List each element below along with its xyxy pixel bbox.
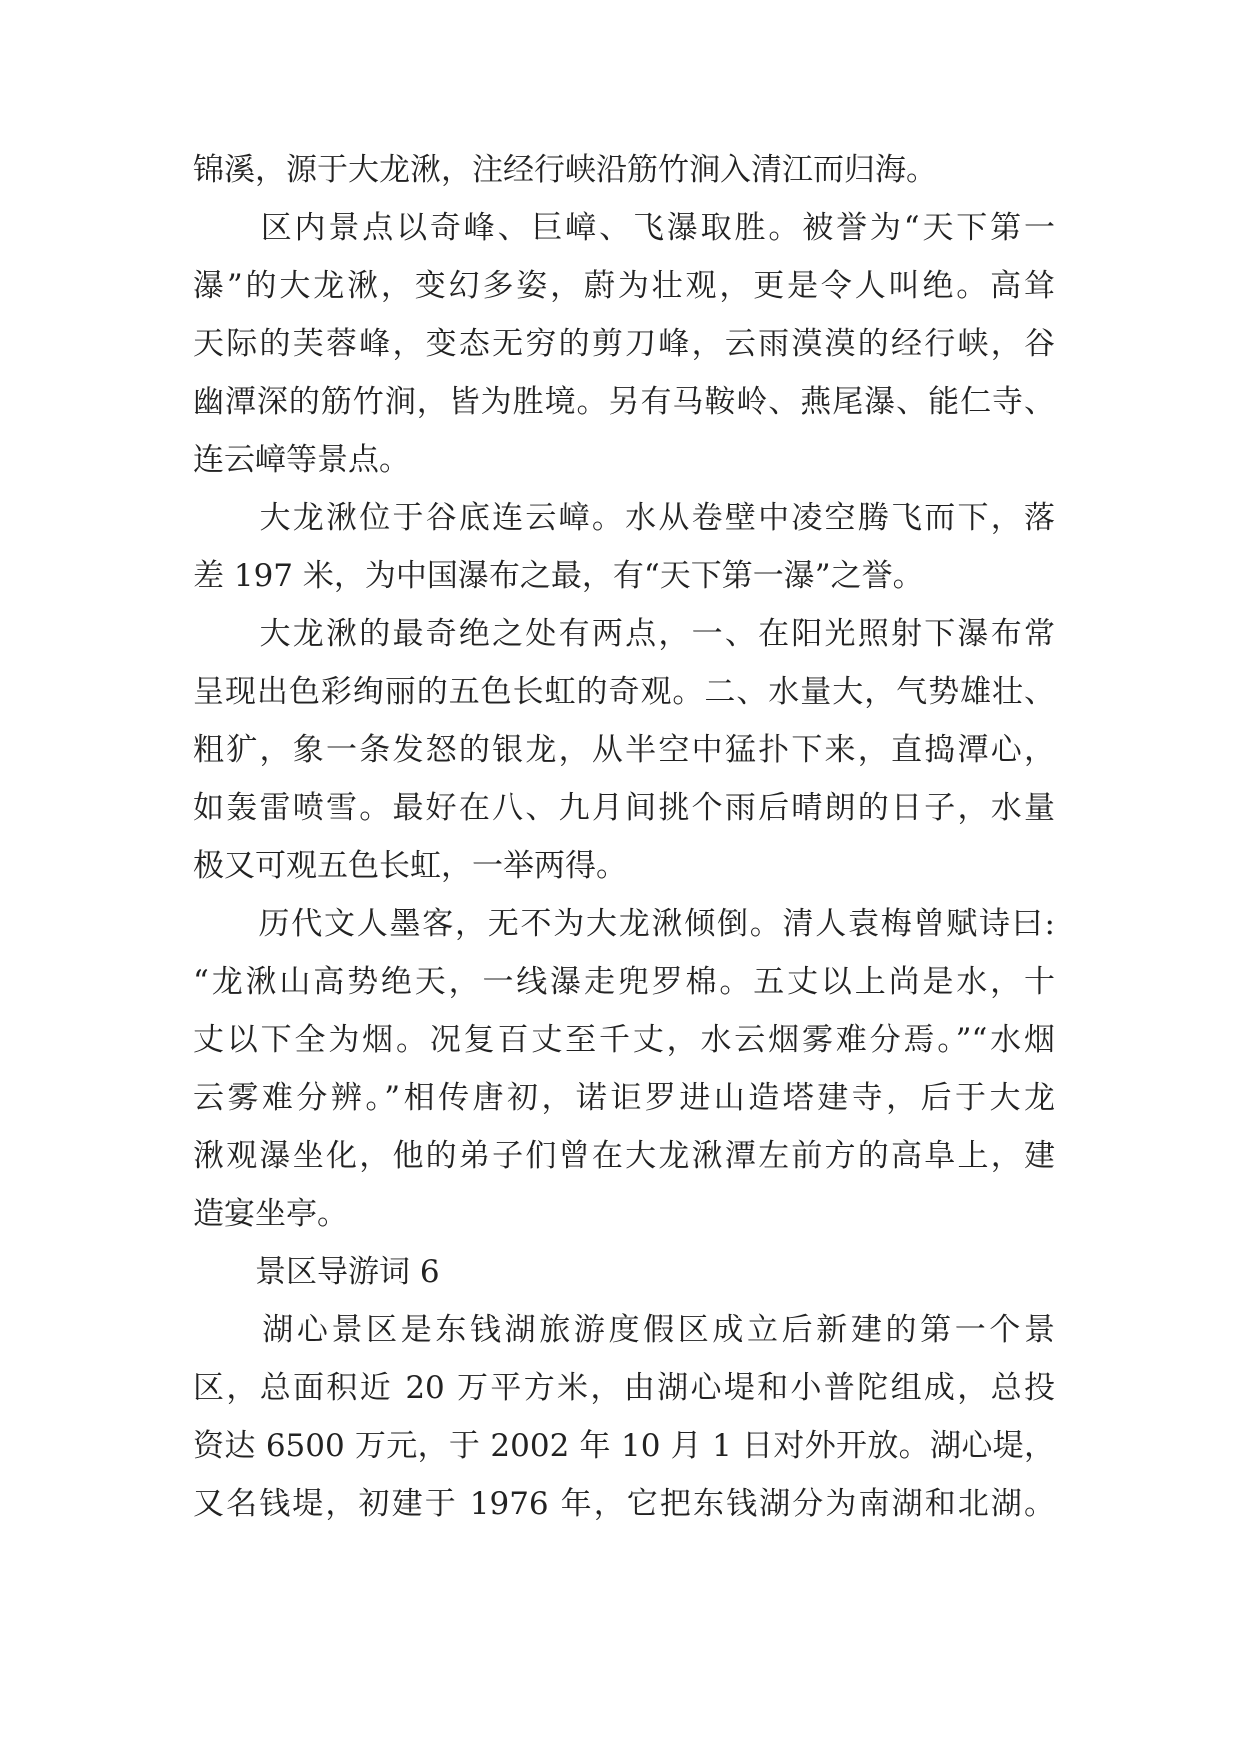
- text-line: 历代文人墨客，无不为大龙湫倾倒。清人袁梅曾赋诗曰:: [193, 906, 1055, 942]
- text-line: 造宴坐亭。: [193, 1196, 348, 1232]
- text-line: 丈以下全为烟。况复百丈至千丈，水云烟雾难分焉。”“水烟: [193, 1022, 1055, 1058]
- text-line: 极又可观五色长虹，一举两得。: [193, 848, 627, 884]
- text-line: 呈现出色彩绚丽的五色长虹的奇观。二、水量大，气势雄壮、: [193, 674, 1055, 710]
- text-line: 又名钱堤，初建于 1976 年，它把东钱湖分为南湖和北湖。: [193, 1486, 1055, 1522]
- text-line: 大龙湫位于谷底连云嶂。水从卷壁中凌空腾飞而下，落: [193, 500, 1055, 536]
- text-line: 湖心景区是东钱湖旅游度假区成立后新建的第一个景: [193, 1312, 1055, 1348]
- text-line: 锦溪，源于大龙湫，注经行峡沿筋竹涧入清江而归海。: [193, 152, 937, 188]
- text-line: 天际的芙蓉峰，变态无穷的剪刀峰，云雨漠漠的经行峡，谷: [193, 326, 1055, 362]
- text-line: 粗犷，象一条发怒的银龙，从半空中猛扑下来，直捣潭心，: [193, 732, 1055, 768]
- section-heading: 景区导游词 6: [193, 1254, 440, 1290]
- text-line: 区内景点以奇峰、巨嶂、飞瀑取胜。被誉为“天下第一: [193, 210, 1055, 246]
- text-line: 幽潭深的筋竹涧，皆为胜境。另有马鞍岭、燕尾瀑、能仁寺、: [193, 384, 1055, 420]
- text-line: 云雾难分辨。”相传唐初，诺讵罗进山造塔建寺，后于大龙: [193, 1080, 1055, 1116]
- text-line: 差 197 米，为中国瀑布之最，有“天下第一瀑”之誉。: [193, 558, 924, 594]
- text-line: 瀑”的大龙湫，变幻多姿，蔚为壮观，更是令人叫绝。高耸: [193, 268, 1055, 304]
- text-line: 连云嶂等景点。: [193, 442, 410, 478]
- text-line: 区，总面积近 20 万平方米，由湖心堤和小普陀组成，总投: [193, 1370, 1055, 1406]
- text-line: “龙湫山高势绝天，一线瀑走兜罗棉。五丈以上尚是水，十: [193, 964, 1055, 1000]
- text-line: 大龙湫的最奇绝之处有两点，一、在阳光照射下瀑布常: [193, 616, 1055, 652]
- text-line: 湫观瀑坐化，他的弟子们曾在大龙湫潭左前方的高阜上，建: [193, 1138, 1055, 1174]
- text-line: 如轰雷喷雪。最好在八、九月间挑个雨后晴朗的日子，水量: [193, 790, 1055, 826]
- text-line: 资达 6500 万元，于 2002 年 10 月 1 日对外开放。湖心堤，: [193, 1428, 1055, 1464]
